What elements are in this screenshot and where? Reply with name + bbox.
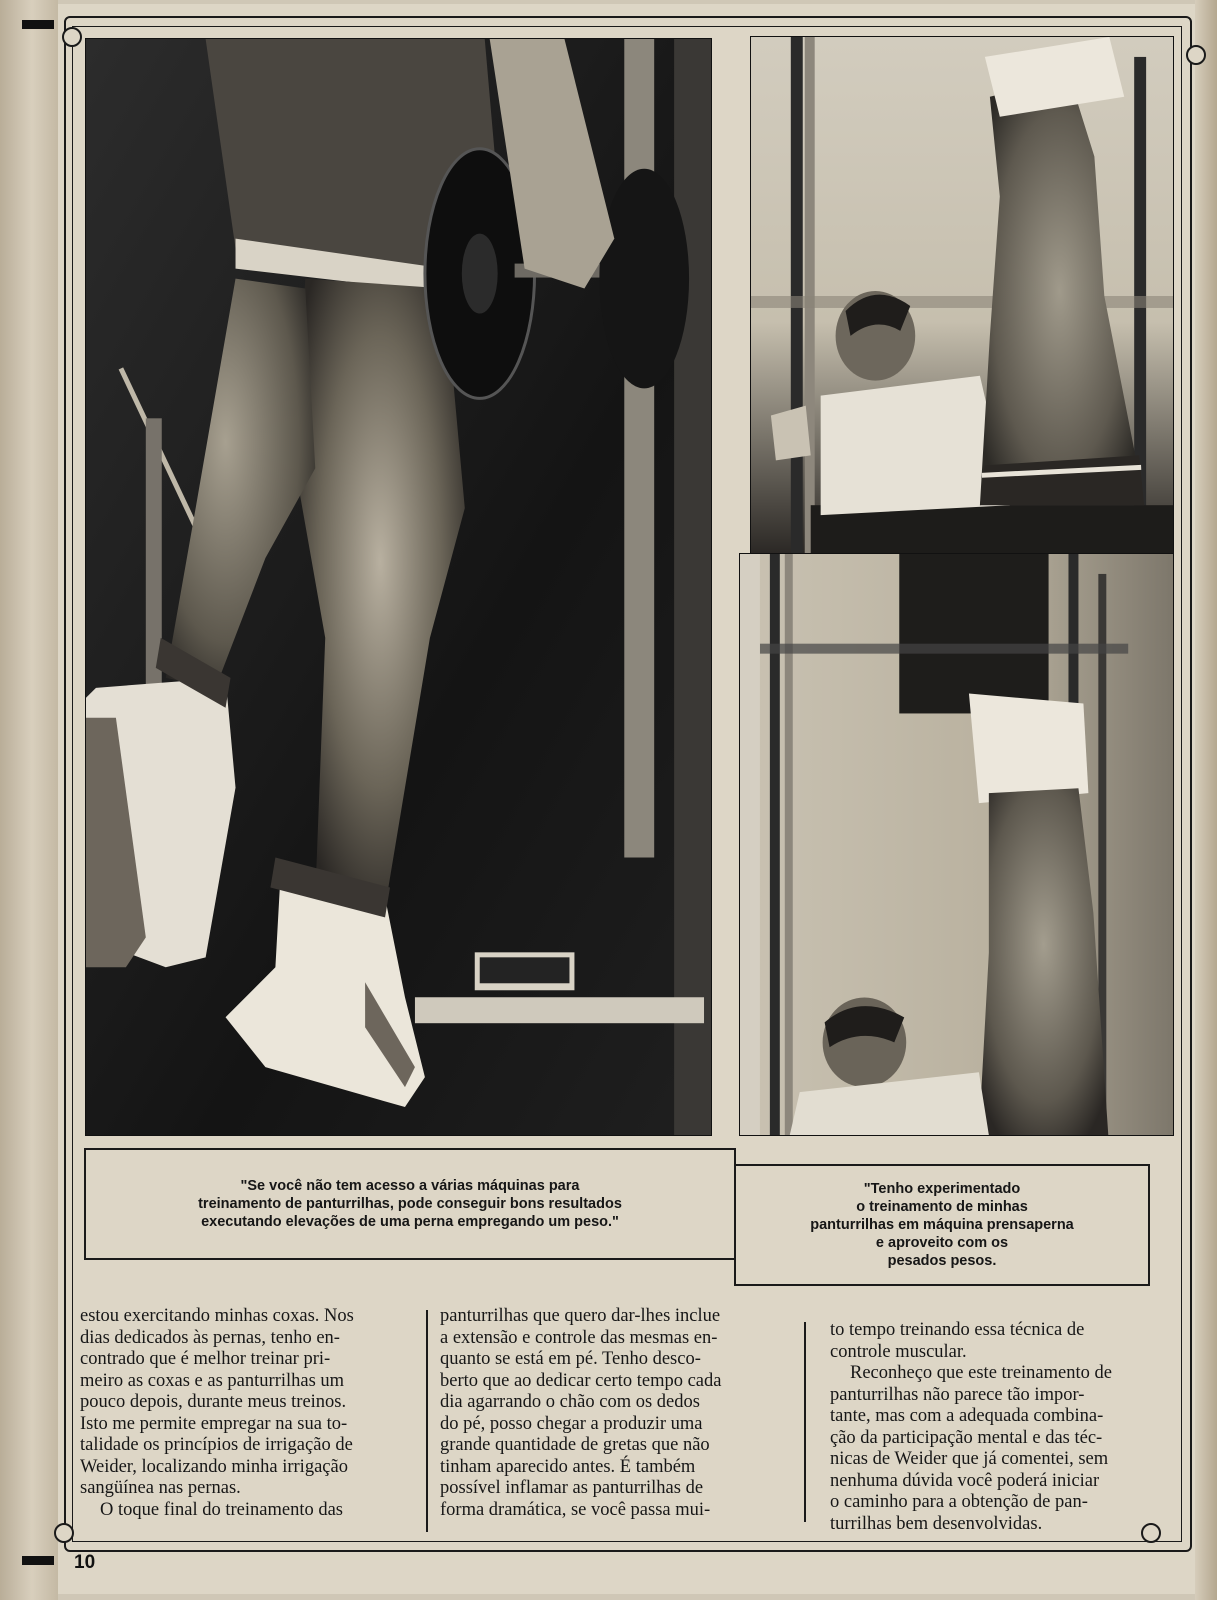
text-line: dia agarrando o chão com os dedos — [440, 1392, 700, 1412]
caption-line: e aproveito com os — [875, 1235, 1009, 1251]
caption-line: pesados pesos. — [887, 1253, 997, 1269]
column-divider — [804, 1322, 806, 1522]
caption-line: "Se você não tem acesso a várias máquinas para — [240, 1178, 580, 1194]
text-line: contrado que é melhor treinar pri- — [80, 1349, 331, 1369]
frame-corner-ornament — [54, 1523, 74, 1543]
text-column-3 — [830, 1320, 1156, 1535]
frame-corner-ornament — [62, 27, 82, 47]
caption-line: o treinamento de minhas — [856, 1199, 1028, 1215]
caption-line: executando elevações de uma perna empregando um peso." — [201, 1214, 619, 1230]
text-line: Reconheço que este treinamento de — [850, 1363, 1112, 1383]
text-line: quanto se está em pé. Tenho desco- — [440, 1349, 701, 1369]
spine-mark-top — [22, 20, 54, 29]
text-line: forma dramática, se você passa mui- — [440, 1499, 711, 1520]
photo-leg-press-machine-bottom — [739, 553, 1174, 1136]
text-column-2 — [440, 1306, 782, 1521]
text-line: do pé, posso chegar a produzir uma — [440, 1413, 703, 1434]
text-line: controle muscular. — [830, 1341, 967, 1362]
text-line: turrilhas bem desenvolvidas. — [830, 1513, 1043, 1534]
caption-left-text — [198, 1177, 622, 1231]
caption-box-left — [84, 1148, 736, 1260]
text-line: panturrilhas não parece tão impor- — [830, 1384, 1085, 1405]
text-line: estou exercitando minhas coxas. Nos — [80, 1306, 354, 1326]
text-line: possível inflamar as panturrilhas de — [440, 1478, 704, 1498]
text-line: grande quantidade de gretas que não — [440, 1435, 710, 1455]
page-edge — [1195, 0, 1217, 1600]
text-line: to tempo treinando essa técnica de — [830, 1320, 1085, 1340]
text-line: Weider, localizando minha irrigação — [80, 1456, 348, 1477]
text-line: Isto me permite empregar na sua to- — [80, 1413, 348, 1434]
caption-box-right — [734, 1164, 1150, 1286]
photo-standing-calf-raise — [85, 38, 712, 1136]
spine-mark-bottom — [22, 1556, 54, 1565]
caption-line: panturrilhas em máquina prensaperna — [810, 1217, 1074, 1233]
book-spine — [0, 0, 58, 1600]
text-line: sangüínea nas pernas. — [80, 1478, 241, 1498]
text-line: nenhuma dúvida você poderá iniciar — [830, 1470, 1100, 1491]
text-line: tante, mas com a adequada combina- — [830, 1406, 1104, 1426]
text-line: nicas de Weider que já comentei, sem — [830, 1449, 1109, 1469]
page-number: 10 — [74, 1552, 96, 1573]
text-line: talidade os princípios de irrigação de — [80, 1435, 353, 1455]
text-line: o caminho para a obtenção de pan- — [830, 1492, 1088, 1512]
text-line: berto que ao dedicar certo tempo cada — [440, 1370, 722, 1391]
caption-line: treinamento de panturrilhas, pode conseguir bons resultados — [198, 1196, 622, 1212]
column-divider — [426, 1310, 428, 1532]
text-line: O toque final do treinamento das — [100, 1499, 344, 1520]
text-line: dias dedicados às pernas, tenho en- — [80, 1327, 340, 1348]
text-line: meiro as coxas e as panturrilhas um — [80, 1370, 345, 1391]
caption-right-text — [810, 1180, 1074, 1270]
frame-corner-ornament — [1186, 45, 1206, 65]
text-line: tinham aparecido antes. É também — [440, 1456, 696, 1477]
photo-leg-press-machine-top — [750, 36, 1174, 556]
caption-line: "Tenho experimentado — [863, 1181, 1021, 1197]
text-line: pouco depois, durante meus treinos. — [80, 1392, 347, 1412]
text-line: a extensão e controle das mesmas en- — [440, 1327, 718, 1348]
text-line: panturrilhas que quero dar-lhes inclue — [440, 1306, 721, 1326]
text-line: ção da participação mental e das téc- — [830, 1427, 1103, 1448]
text-column-1 — [80, 1306, 416, 1521]
